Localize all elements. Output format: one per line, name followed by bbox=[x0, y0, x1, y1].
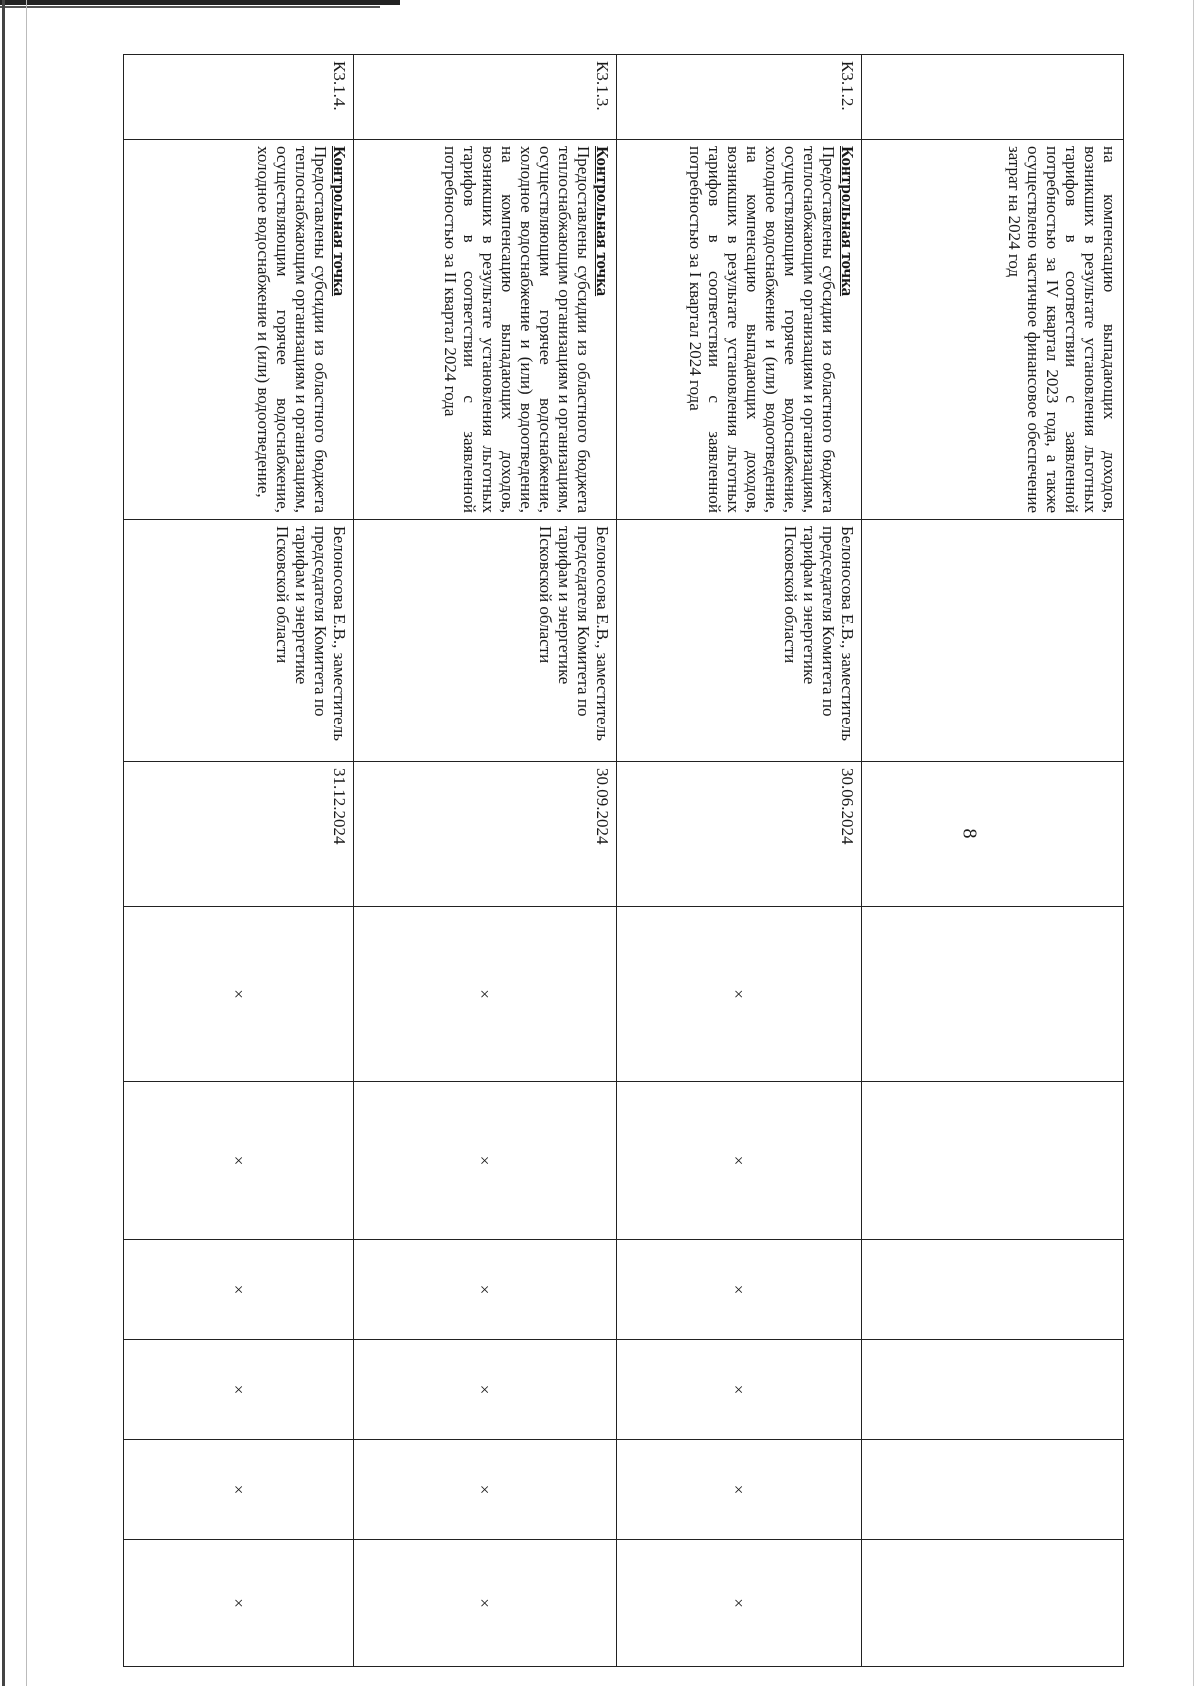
row-mark bbox=[862, 1082, 1124, 1240]
row-responsible: Белоносова Е.В., заместитель председателя Комитета по тарифам и энергетике Псковской области bbox=[124, 520, 354, 762]
scan-edge-top bbox=[0, 0, 400, 5]
rotated-page bbox=[124, 54, 1124, 1666]
row-description-cell bbox=[862, 140, 1124, 520]
row-mark: × bbox=[124, 1440, 354, 1540]
row-date: 31.12.2024 bbox=[124, 762, 354, 907]
table-row bbox=[862, 55, 1124, 1667]
row-heading: Контрольная точка bbox=[330, 146, 349, 297]
row-mark bbox=[862, 907, 1124, 1082]
row-code bbox=[862, 55, 1124, 140]
row-mark: × bbox=[124, 1540, 354, 1667]
row-mark: × bbox=[124, 1240, 354, 1340]
row-mark: × bbox=[354, 907, 617, 1082]
row-date: 30.06.2024 bbox=[617, 762, 862, 907]
row-description: на компенсацию выпадающих доходов, возникших в результате установления льготных тарифов в соответствии с заявленной потребностью за IV квартал 2023 года, а также осуществлено частичное финансовое обеспечение затрат на 2024 год bbox=[1005, 146, 1119, 513]
row-description-cell bbox=[124, 140, 354, 520]
page-number: 8 bbox=[958, 828, 981, 839]
row-date: 30.09.2024 bbox=[354, 762, 617, 907]
row-mark: × bbox=[354, 1540, 617, 1667]
scan-edge-right bbox=[1193, 0, 1194, 1686]
row-mark bbox=[862, 1240, 1124, 1340]
row-code: К3.1.3. bbox=[354, 55, 617, 140]
row-mark: × bbox=[617, 1082, 862, 1240]
row-description-cell bbox=[354, 140, 617, 520]
row-description: Предоставлены субсидии из областного бюджета теплоснабжающим организациям и организациям, осуществляющим горячее водоснабжение, холодное водоснабжение и (или) водоотведение, на компенсацию выпадающих доходов, возникших в результате установления льготных тарифов в соответствии с заявленной потребностью за II квартал 2024 года bbox=[441, 146, 593, 513]
row-mark: × bbox=[617, 1340, 862, 1440]
row-mark: × bbox=[617, 907, 862, 1082]
row-mark: × bbox=[124, 1082, 354, 1240]
control-points-table bbox=[123, 54, 1124, 1667]
row-mark: × bbox=[617, 1540, 862, 1667]
row-mark bbox=[862, 1340, 1124, 1440]
row-mark: × bbox=[354, 1440, 617, 1540]
row-description: Предоставлены субсидии из областного бюджета теплоснабжающим организациям и организациям, осуществляющим горячее водоснабжение, холодное водоснабжение и (или) водоотведение, на компенсацию выпадающих доходов, возникших в результате установления льготных тарифов в соответствии с заявленной потребностью за I квартал 2024 года bbox=[686, 146, 838, 513]
scan-edge-top-inner bbox=[0, 6, 380, 8]
row-mark: × bbox=[354, 1340, 617, 1440]
row-heading: Контрольная точка bbox=[838, 146, 857, 297]
row-description: Предоставлены субсидии из областного бюджета теплоснабжающим организациям и организациям, осуществляющим горячее водоснабжение, холодное водоснабжение и (или) водоотведение, bbox=[254, 146, 330, 513]
row-code: К3.1.2. bbox=[617, 55, 862, 140]
row-mark: × bbox=[124, 907, 354, 1082]
row-mark: × bbox=[617, 1240, 862, 1340]
row-date bbox=[862, 762, 1124, 907]
scan-edge-left bbox=[2, 0, 5, 1686]
row-heading: Контрольная точка bbox=[593, 146, 612, 297]
row-mark: × bbox=[617, 1440, 862, 1540]
row-description-cell bbox=[617, 140, 862, 520]
row-mark: × bbox=[354, 1240, 617, 1340]
table-row bbox=[124, 55, 354, 1667]
row-responsible: Белоносова Е.В., заместитель председателя Комитета по тарифам и энергетике Псковской области bbox=[354, 520, 617, 762]
row-mark bbox=[862, 1440, 1124, 1540]
row-code: К3.1.4. bbox=[124, 55, 354, 140]
row-responsible: Белоносова Е.В., заместитель председателя Комитета по тарифам и энергетике Псковской области bbox=[617, 520, 862, 762]
row-mark: × bbox=[354, 1082, 617, 1240]
row-mark: × bbox=[124, 1340, 354, 1440]
row-mark bbox=[862, 1540, 1124, 1667]
table-row bbox=[354, 55, 617, 1667]
scan-edge-left-inner bbox=[26, 0, 27, 1686]
table-row bbox=[617, 55, 862, 1667]
row-responsible bbox=[862, 520, 1124, 762]
